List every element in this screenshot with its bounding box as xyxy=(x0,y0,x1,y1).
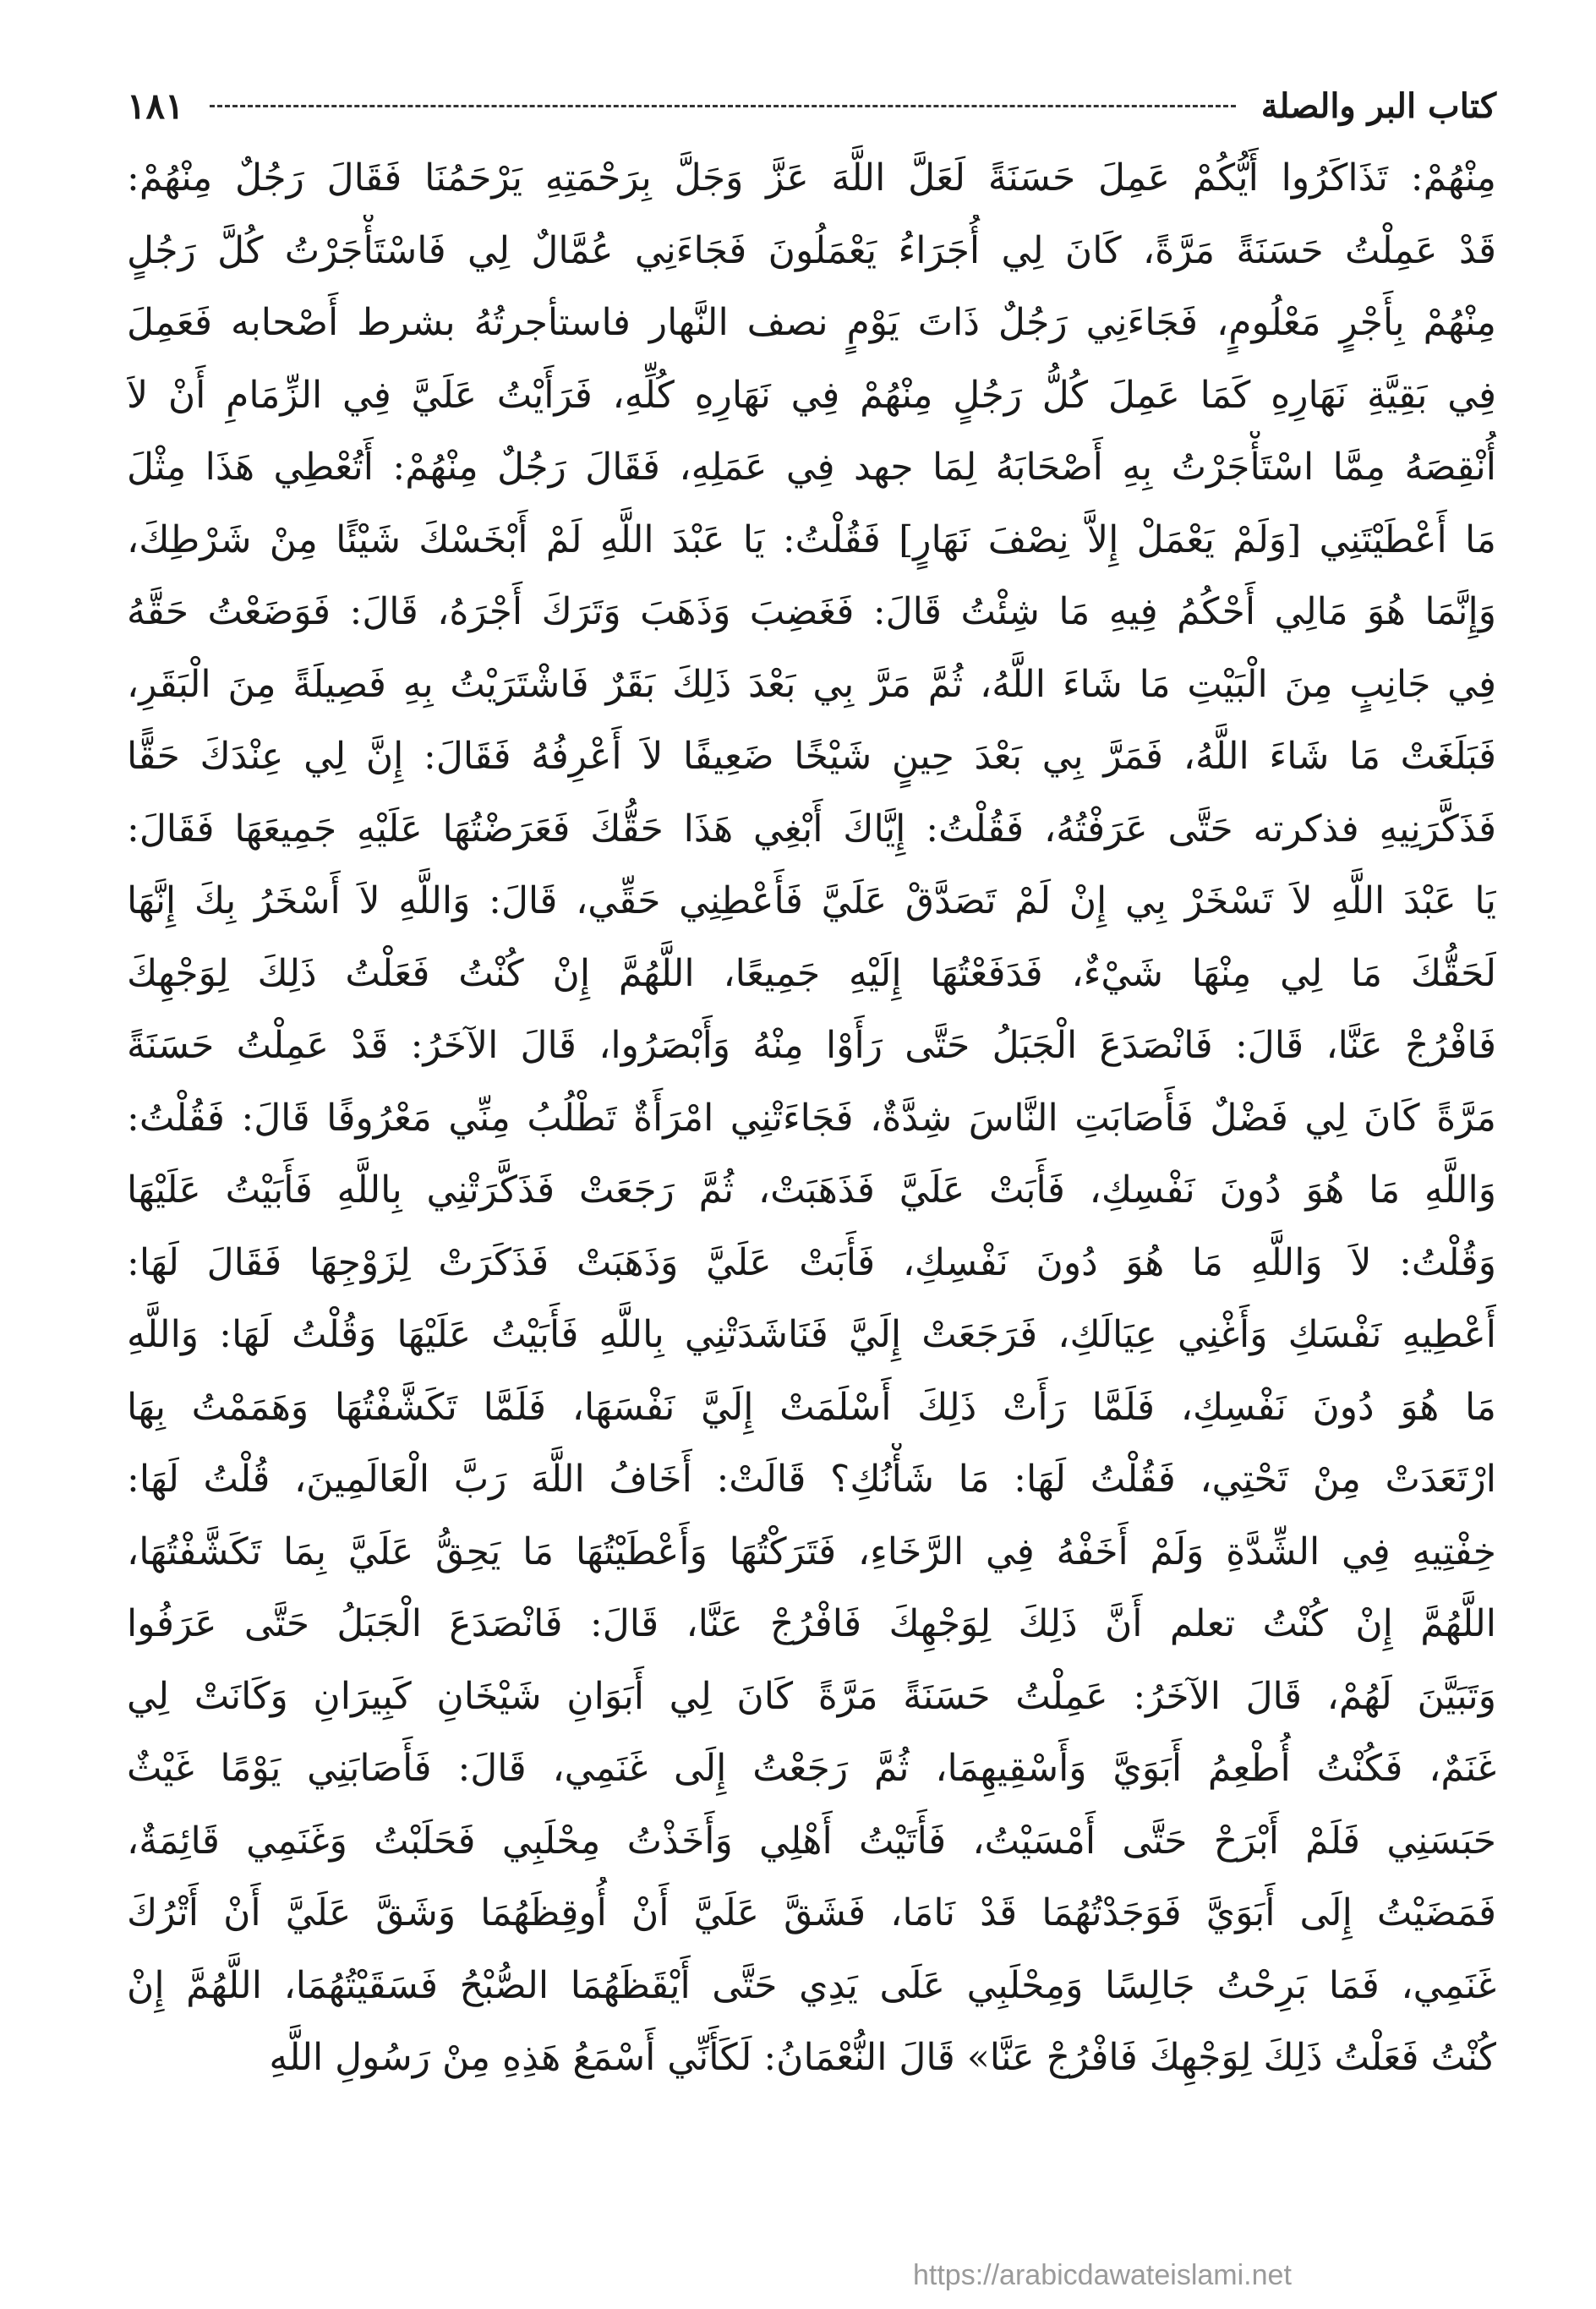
text-line: وَتَبَيَّنَ لَهُمْ، قَالَ الآخَرُ: عَمِلْتُ حَسَنَةً مَرَّةً كَانَ لِي أَبَوَانِ شَيْخَانِ كَبِيرَانِ وَكَانَتْ لِي xyxy=(127,1674,1496,1718)
page-header xyxy=(127,76,1496,135)
body-text xyxy=(127,142,1496,2094)
text-line: ارْتَعَدَتْ مِنْ تَحْتِي، فَقُلْتُ لَهَا: مَا شَأْنُكِ؟ قَالَتْ: أَخَافُ اللَّهَ رَبَّ الْعَالَمِينَ، قُلْتُ لَهَا: xyxy=(127,1458,1496,1501)
text-line: لَحَقُّكَ مَا لِي مِنْهَا شَيْءٌ، فَدَفَعْتُهَا إِلَيْهِ جَمِيعًا، اللَّهُمَّ إِنْ كُنْتُ فَعَلْتُ ذَلِكَ لِوَجْهِكَ xyxy=(127,951,1496,995)
book-title: كتاب البر والصلة xyxy=(1260,85,1496,126)
text-line: فَبَلَغَتْ مَا شَاءَ اللَّهُ، فَمَرَّ بِي بَعْدَ حِينٍ شَيْخًا ضَعِيفًا لاَ أَعْرِفُهُ فَقَالَ: إِنَّ لِي عِنْدَكَ حَقًّا xyxy=(127,735,1496,778)
text-line: وَإِنَّمَا هُوَ مَالِي أَحْكُمُ فِيهِ مَا شِئْتُ قَالَ: فَغَضِبَ وَذَهَبَ وَتَرَكَ أَجْرَهُ، قَالَ: فَوَضَعْتُ حَقَّهُ xyxy=(127,590,1496,633)
text-line: غَنَمِي، فَمَا بَرِحْتُ جَالِسًا وَمِحْلَبِي عَلَى يَدِي حَتَّى أَيْقَظَهُمَا الصُّبْحُ فَسَقَيْتُهُمَا، اللَّهُمَّ إِنْ xyxy=(127,1963,1496,2007)
page-number: ١٨١ xyxy=(127,85,184,127)
text-line: فَذَكَّرَنِيهِ فذكرته حَتَّى عَرَفْتُهُ، فَقُلْتُ: إِيَّاكَ أَبْغِي هَذَا حَقُّكَ فَعَرَضْتُهَا عَلَيْهِ جَمِيعَهَا فَقَالَ: xyxy=(127,807,1496,851)
text-line: مِنْهُمْ بِأَجْرٍ مَعْلُومٍ، فَجَاءَنِي رَجُلٌ ذَاتَ يَوْمٍ نصف النَّهار فاستأجرتُهُ بشرط أَصْحابه فَعَمِلَ xyxy=(127,301,1496,344)
text-line: فِي بَقِيَّةِ نَهَارِهِ كَمَا عَمِلَ كُلُّ رَجُلٍ مِنْهُمْ فِي نَهَارِهِ كُلِّهِ، فَرَأَيْتُ عَلَيَّ فِي الزِّمَامِ أَنْ لاَ xyxy=(127,373,1496,417)
text-line: خِفْتِيهِ فِي الشِّدَّةِ وَلَمْ أَخَفْهُ فِي الرَّخَاءِ، فَتَرَكْتُهَا وَأَعْطَيْتُهَا مَا يَحِقُّ عَلَيَّ بِمَا تَكَشَّفْتُهَا، xyxy=(127,1529,1496,1573)
text-line: غَنَمٌ، فَكُنْتُ أُطْعِمُ أَبَوَيَّ وَأَسْقِيهِمَا، ثُمَّ رَجَعْتُ إِلَى غَنَمِي، قَالَ: فَأَصَابَنِي يَوْمًا غَيْثٌ xyxy=(127,1747,1496,1790)
text-line: فَمَضَيْتُ إِلَى أَبَوَيَّ فَوَجَدْتُهُمَا قَدْ نَامَا، فَشَقَّ عَلَيَّ أَنْ أُوقِظَهُمَا وَشَقَّ عَلَيَّ أَنْ أَتْرُكَ xyxy=(127,1891,1496,1934)
text-line: حَبَسَنِي فَلَمْ أَبْرَحْ حَتَّى أَمْسَيْتُ، فَأَتَيْتُ أَهْلِي وَأَخَذْتُ مِحْلَبِي فَحَلَبْتُ وَغَنَمِي قَائِمَةٌ، xyxy=(127,1819,1496,1863)
text-line: أُنْقِصَهُ مِمَّا اسْتَأْجَرْتُ بِهِ أَصْحَابَهُ لِمَا جهد فِي عَمَلِهِ، فَقَالَ رَجُلٌ مِنْهُمْ: أَتُعْطِي هَذَا مِثْلَ xyxy=(127,446,1496,489)
header-rule xyxy=(210,105,1236,107)
text-line: وَاللَّهِ مَا هُوَ دُونَ نَفْسِكِ، فَأَبَتْ عَلَيَّ فَذَهَبَتْ، ثُمَّ رَجَعَتْ فَذَكَّرَتْنِي بِاللَّهِ فَأَبَيْتُ عَلَيْهَا xyxy=(127,1168,1496,1212)
text-line: فَافْرُجْ عَنَّا، قَالَ: فَانْصَدَعَ الْجَبَلُ حَتَّى رَأَوْا مِنْهُ وَأَبْصَرُوا، قَالَ الآخَرُ: قَدْ عَمِلْتُ حَسَنَةً xyxy=(127,1024,1496,1067)
text-line: أَعْطِيهِ نَفْسَكِ وَأَغْنِي عِيَالَكِ، فَرَجَعَتْ إِلَيَّ فَنَاشَدَتْنِي بِاللَّهِ فَأَبَيْتُ عَلَيْهَا وَقُلْتُ لَهَا: وَاللَّهِ xyxy=(127,1313,1496,1356)
text-line: مَرَّةً كَانَ لِي فَضْلٌ فَأَصَابَتِ النَّاسَ شِدَّةٌ، فَجَاءَتْنِي امْرَأَةٌ تَطْلُبُ مِنِّي مَعْرُوفًا قَالَ: فَقُلْتُ: xyxy=(127,1096,1496,1140)
text-line: مَا أَعْطَيْتَنِي [وَلَمْ يَعْمَلْ إِلاَّ نِصْفَ نَهَارٍ] فَقُلْتُ: يَا عَبْدَ اللَّهِ لَمْ أَبْخَسْكَ شَيْئًا مِنْ شَرْطِكَ، xyxy=(127,517,1496,561)
text-line: اللَّهُمَّ إِنْ كُنْتُ تعلم أَنَّ ذَلِكَ لِوَجْهِكَ فَافْرُجْ عَنَّا، قَالَ: فَانْصَدَعَ الْجَبَلُ حَتَّى عَرَفُوا xyxy=(127,1602,1496,1645)
text-line: يَا عَبْدَ اللَّهِ لاَ تَسْخَرْ بِي إِنْ لَمْ تَصَدَّقْ عَلَيَّ فَأَعْطِنِي حَقِّي، قَالَ: وَاللَّهِ لاَ أَسْخَرُ بِكَ إِنَّهَا xyxy=(127,879,1496,922)
document-page xyxy=(127,76,1496,2241)
text-line: مَا هُوَ دُونَ نَفْسِكِ، فَلَمَّا رَأَتْ ذَلِكَ أَسْلَمَتْ إِلَيَّ نَفْسَهَا، فَلَمَّا تَكَشَّفْتُهَا وَهَمَمْتُ بِهَا xyxy=(127,1385,1496,1429)
watermark-url: https://arabicdawateislami.net xyxy=(913,2259,1292,2291)
text-line: فِي جَانِبٍ مِنَ الْبَيْتِ مَا شَاءَ اللَّهُ، ثُمَّ مَرَّ بِي بَعْدَ ذَلِكَ بَقَرٌ فَاشْتَرَيْتُ بِهِ فَصِيلَةً مِنَ الْبَقَرِ، xyxy=(127,662,1496,706)
text-line: قَدْ عَمِلْتُ حَسَنَةً مَرَّةً، كَانَ لِي أُجَرَاءُ يَعْمَلُونَ فَجَاءَنِي عُمَّالٌ لِي فَاسْتَأْجَرْتُ كُلَّ رَجُلٍ xyxy=(127,228,1496,272)
text-line: كُنْتُ فَعَلْتُ ذَلِكَ لِوَجْهِكَ فَافْرُجْ عَنَّا» قَالَ النُّعْمَانُ: لَكَأَنِّي أَسْمَعُ هَذِهِ مِنْ رَسُولِ اللَّهِ xyxy=(269,2036,1496,2079)
text-line: وَقُلْتُ: لاَ وَاللَّهِ مَا هُوَ دُونَ نَفْسِكِ، فَأَبَتْ عَلَيَّ وَذَهَبَتْ فَذَكَرَتْ لِزَوْجِهَا فَقَالَ لَهَا: xyxy=(127,1240,1496,1284)
text-line: مِنْهُمْ: تَذَاكَرُوا أَيُّكُمْ عَمِلَ حَسَنَةً لَعَلَّ اللَّهَ عَزَّ وَجَلَّ بِرَحْمَتِهِ يَرْحَمُنَا فَقَالَ رَجُلٌ مِنْهُمْ: xyxy=(127,156,1496,200)
